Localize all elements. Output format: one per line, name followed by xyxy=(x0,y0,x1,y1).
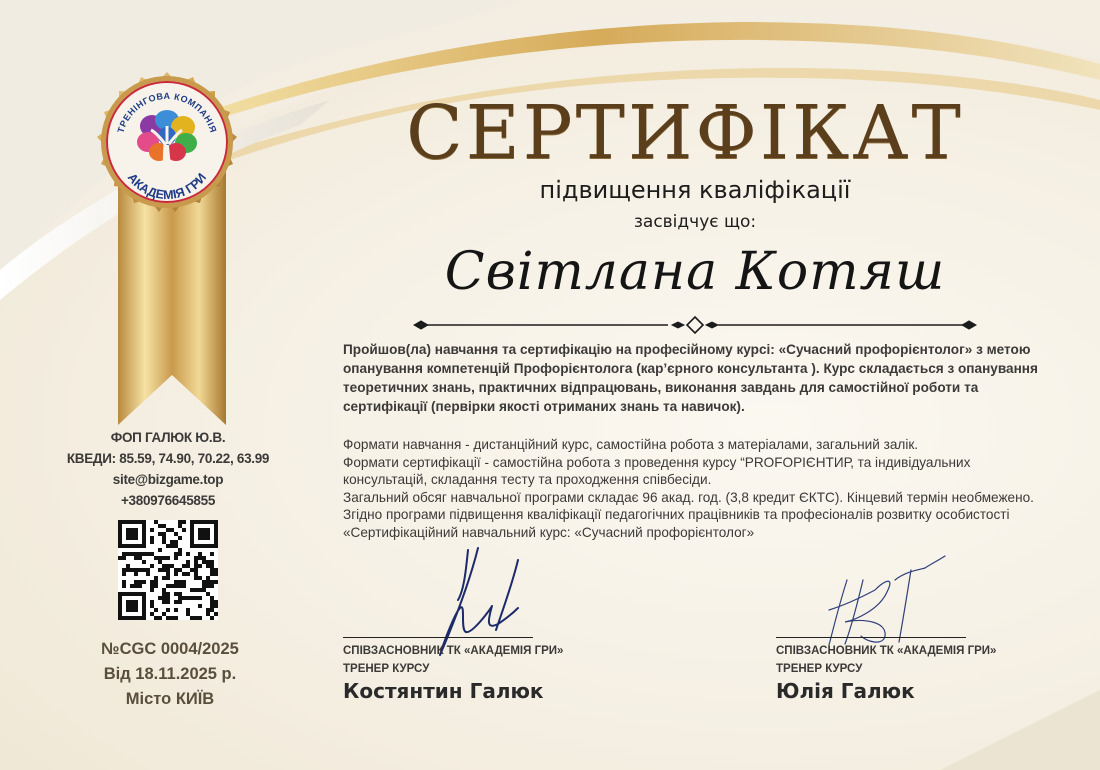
logo-bottom-text: АКАДЕМІЯ ГРИ xyxy=(124,170,210,203)
signature-icon xyxy=(815,550,955,655)
course-details xyxy=(343,436,1048,542)
certificate-city: Місто КИЇВ xyxy=(125,690,215,708)
logo-ring-text: ТРЕНІНГОВА КОМПАНІЯ xyxy=(115,90,219,135)
company-site: site@bizgame.top xyxy=(112,472,224,487)
attest-text: засвідчує що: xyxy=(633,212,757,232)
signatory-role: СПІВЗАСНОВНИК ТК «АКАДЕМІЯ ГРИ» xyxy=(343,645,564,657)
signature-line xyxy=(343,637,533,638)
signatory-name: Костянтин Галюк xyxy=(343,679,544,703)
signatory-role-secondary: ТРЕНЕР КУРСУ xyxy=(343,663,430,675)
svg-text:АКАДЕМІЯ ГРИ xyxy=(125,171,209,203)
company-info xyxy=(40,427,296,511)
recipient-name: Світлана Котяш xyxy=(444,242,946,302)
certificate-meta xyxy=(60,637,280,712)
certification-formats: Формати сертифікації - самостійна робота з проведення курсу “PROFОРІЄНТИР, та індивідуальних консультацій, складання тесту та проходження співбесіди. xyxy=(343,454,971,488)
company-name: ФОП ГАЛЮК Ю.В. xyxy=(110,430,226,445)
qr-code-icon xyxy=(118,520,218,620)
certificate-subtitle: підвищення кваліфікації xyxy=(539,176,851,204)
company-phone: +380976645855 xyxy=(120,493,216,508)
signatory-name: Юлія Галюк xyxy=(776,679,915,703)
ornament-divider-icon xyxy=(410,314,980,336)
certificate-date: Від 18.11.2025 р. xyxy=(103,665,237,683)
certificate-title: СЕРТИФІКАТ xyxy=(406,90,964,176)
certificate-number: №CGC 0004/2025 xyxy=(101,640,239,658)
company-kved: КВЕДИ: 85.59, 74.90, 70.22, 63.99 xyxy=(66,451,270,466)
signatory-role: СПІВЗАСНОВНИК ТК «АКАДЕМІЯ ГРИ» xyxy=(776,645,997,657)
signature-line xyxy=(776,637,966,638)
tree-logo-icon xyxy=(82,60,252,230)
course-description-bold: Пройшов(ла) навчання та сертифікацію на професійному курсі: «Сучасний профорієнтолог» з метою опанування компетенцій Профорієнтолога (кар’єрного консультанта ). Курс складається з опанування теоретичних знань, практичних відпрацювань, виконання завдань для самостійної роботи та сертифікації (первірки якості отриманих знань та навичок). xyxy=(343,342,1038,414)
signatory-role-secondary: ТРЕНЕР КУРСУ xyxy=(776,663,863,675)
program-volume: Загальний обсяг навчальної програми складає 96 акад. год. (3,8 кредит ЄКТС). Кінцевий термін необмежено. Згідно програми підвищення кваліфікації педагогічних працівників та професіоналів розвитку особистості «Сертифікаційний навчальний курс: «Сучасний профорієнтолог» xyxy=(343,489,1034,540)
training-formats: Формати навчання - дистанційний курс, самостійна робота з матеріалами, загальний залік. xyxy=(343,437,919,452)
